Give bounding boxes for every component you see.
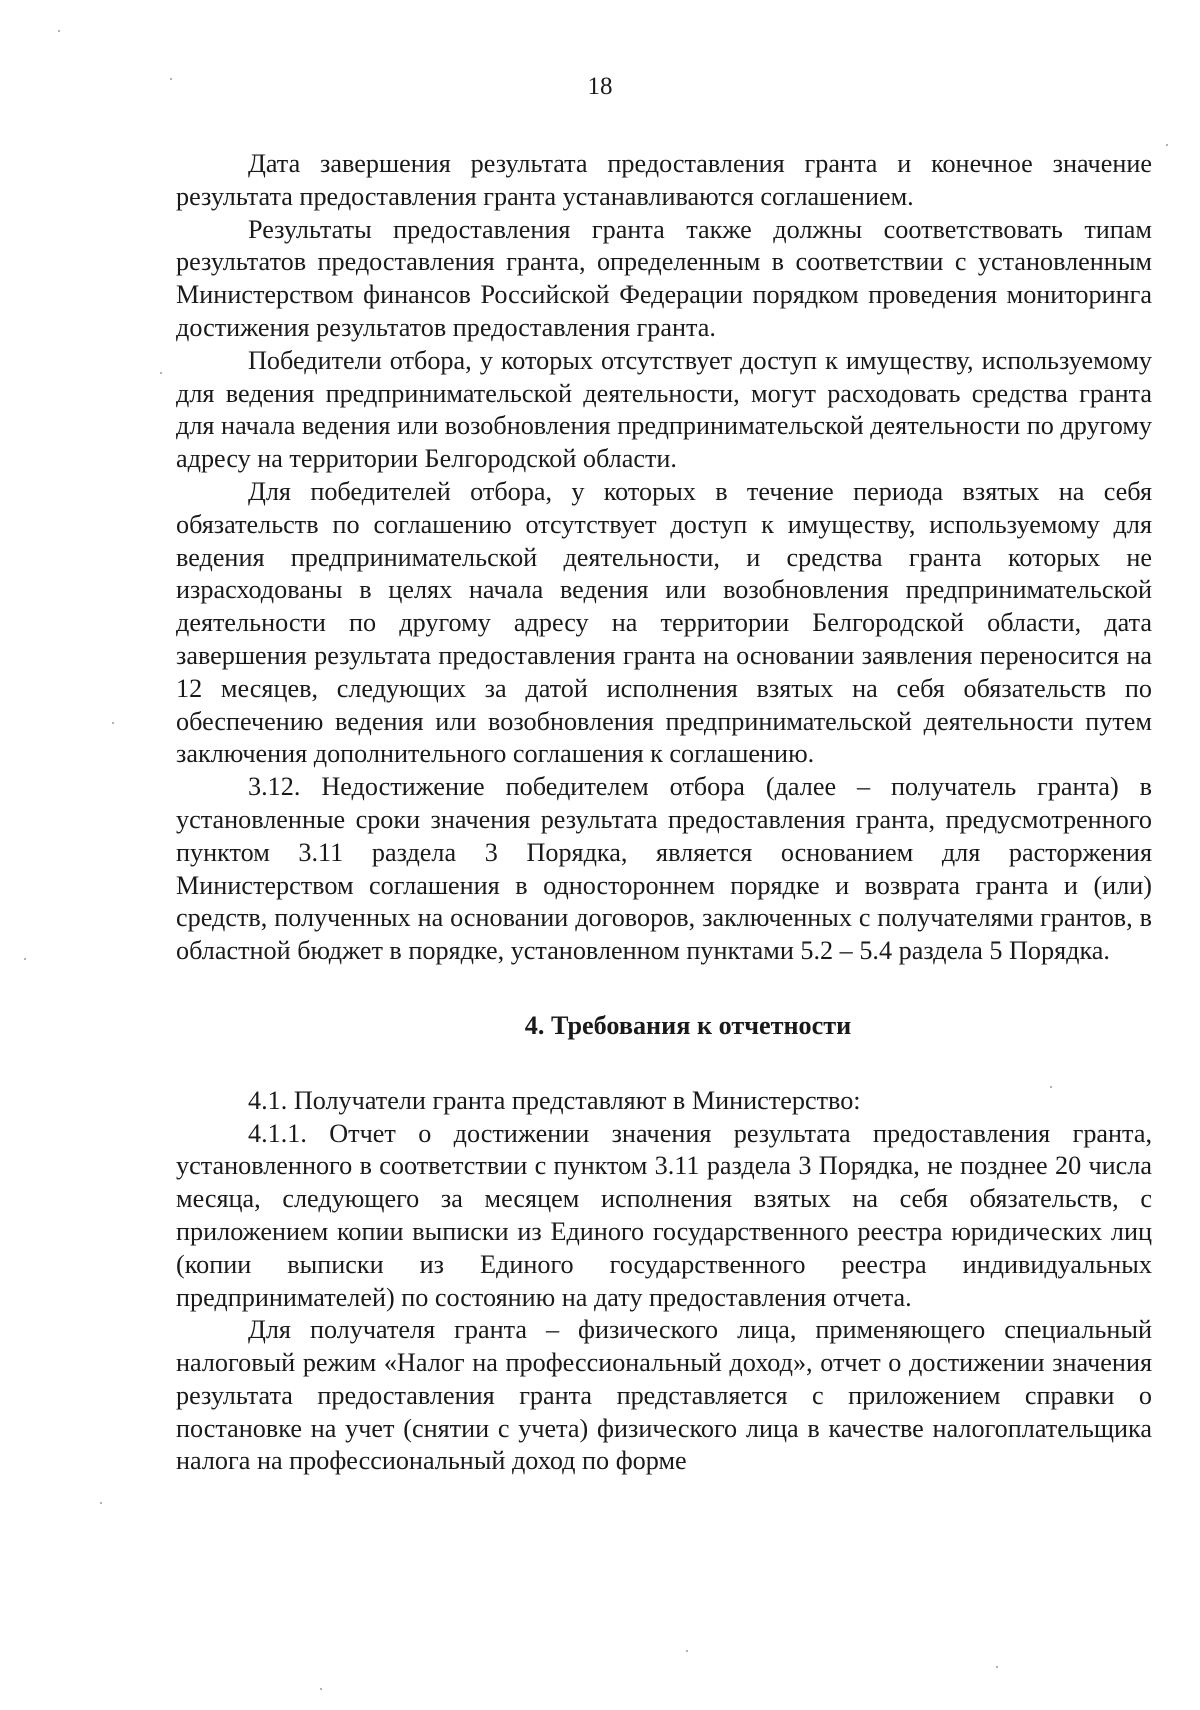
paragraph-no-property-access: Победители отбора, у которых отсутствует доступ к имуществу, используемому для ведения предпринимательской деятельности, могут расходовать средства гранта для начала ведения или возобновления предпринимательской деятельности по другому адресу на территории Белгородской области. bbox=[176, 345, 1152, 474]
section-heading-reporting: 4. Требования к отчетности bbox=[524, 1010, 852, 1040]
page-number: 18 bbox=[587, 73, 613, 100]
paragraph-date-postponement: Для победителей отбора, у которых в течение периода взятых на себя обязательств по соглашению отсутствует доступ к имуществу, используемому для ведения предпринимательской деятельности, и средства гранта которых не израсходованы в целях начала ведения или возобновления предпринимательской деятельности по другому адресу на территории Белгородской области, дата завершения результата предоставления гранта на основании заявления переносится на 12 месяцев, следующих за датой исполнения взятых на себя обязательств по обеспечению ведения или возобновления предпринимательской деятельности путем заключения дополнительного соглашения к соглашению. bbox=[176, 476, 1152, 769]
scan-speck bbox=[100, 1502, 102, 1504]
scan-speck bbox=[112, 722, 114, 724]
paragraph-completion-date: Дата завершения результата предоставления гранта и конечное значение результата предоставления гранта устанавливаются соглашением. bbox=[176, 149, 1152, 211]
scan-speck bbox=[170, 78, 172, 80]
paragraph-4-1-1: 4.1.1. Отчет о достижении значения результата предоставления гранта, установленного в соответствии с пунктом 3.11 раздела 3 Порядка, не позднее 20 числа месяца, следующего за месяцем исполнения взятых на себя обязательств, с приложением копии выписки из Единого государственного реестра юридических лиц (копии выписки из Единого государственного реестра индивидуальных предпринимателей) по состоянию на дату предоставления отчета. bbox=[176, 1118, 1152, 1312]
paragraph-3-12: 3.12. Недостижение победителем отбора (далее – получатель гранта) в установленные сроки значения результата предоставления гранта, предусмотренного пунктом 3.11 раздела 3 Порядка, является основанием для расторжения Министерством соглашения в одностороннем порядке и возврата гранта и (или) средств, полученных на основании договоров, заключенных с получателями грантов, в областной бюджет в порядке, установленном пунктами 5.2 – 5.4 раздела 5 Порядка. bbox=[176, 772, 1152, 966]
scan-speck bbox=[24, 958, 26, 960]
scan-speck bbox=[1166, 144, 1168, 146]
scan-speck bbox=[320, 1688, 322, 1690]
scan-speck bbox=[160, 372, 162, 374]
scan-speck bbox=[1050, 1086, 1052, 1088]
paragraph-self-employed: Для получателя гранта – физического лица, применяющего специальный налоговый режим «Налог на профессиональный доход», отчет о достижении значения результата предоставления гранта представляется с приложением справки о постановке на учет (снятии с учета) физического лица в качестве налогоплательщика налога на профессиональный доход по форме bbox=[176, 1315, 1152, 1476]
scan-speck bbox=[686, 1650, 688, 1652]
scan-speck bbox=[996, 1666, 998, 1668]
scan-speck bbox=[58, 30, 60, 32]
paragraph-result-types: Результаты предоставления гранта также должны соответствовать типам результатов предоставления гранта, определенным в соответствии с установленным Министерством финансов Российской Федерации порядком проведения мониторинга достижения результатов предоставления гранта. bbox=[176, 214, 1152, 342]
document-body bbox=[176, 148, 1152, 1478]
paragraph-4-1: 4.1. Получатели гранта представляют в Министерство: bbox=[248, 1085, 861, 1115]
